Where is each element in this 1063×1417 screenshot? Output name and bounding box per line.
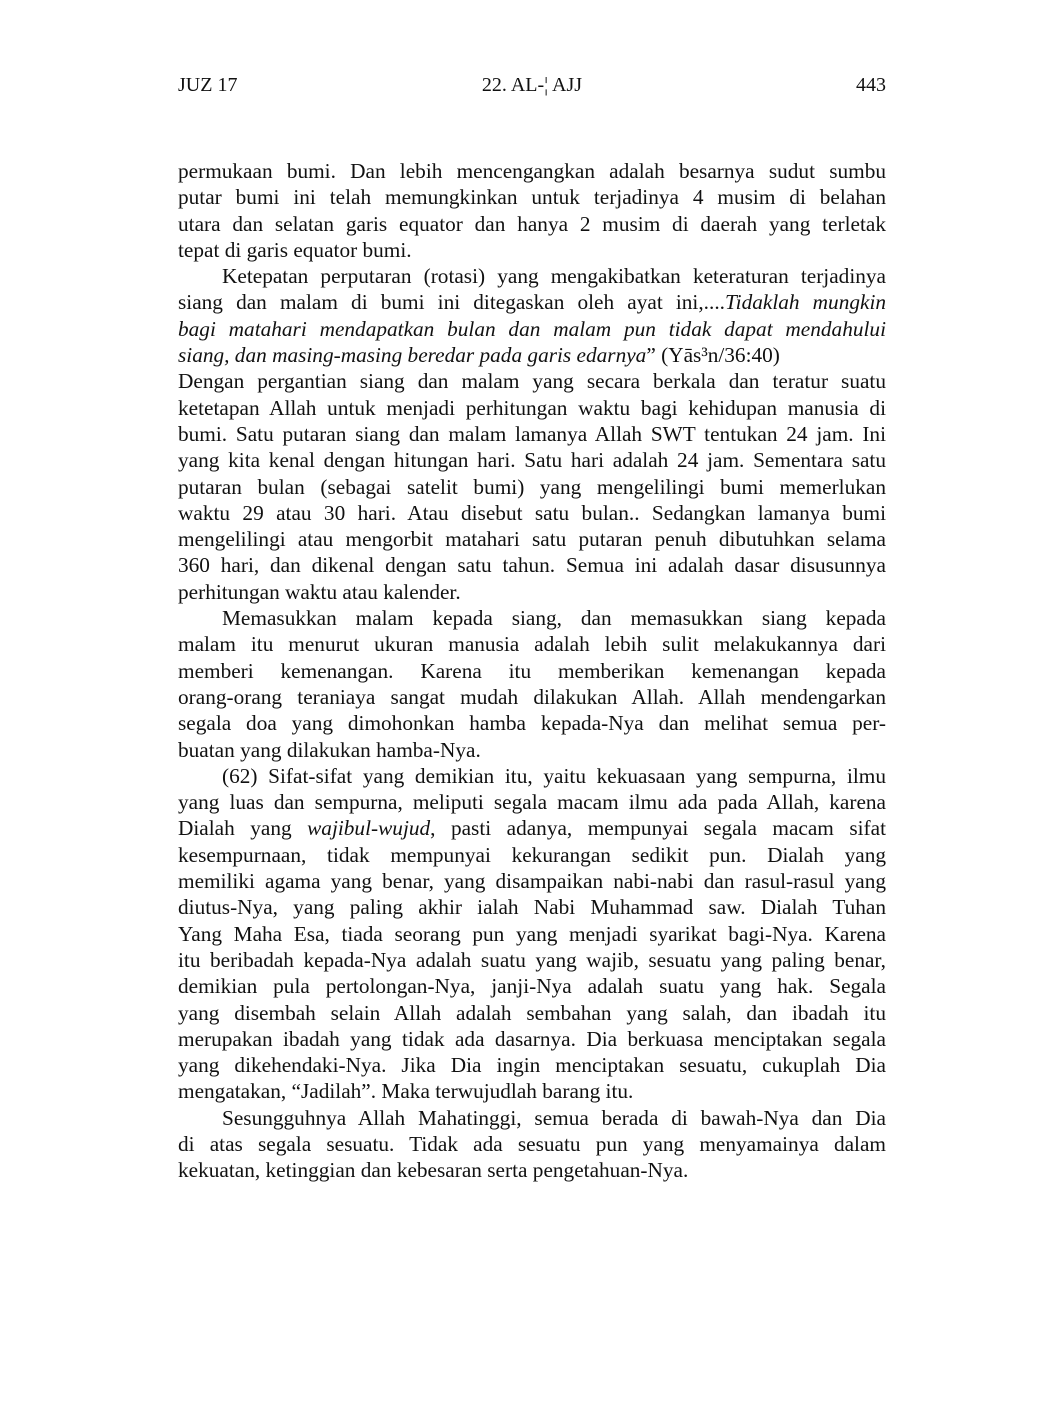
- running-header: [178, 74, 886, 100]
- text-line: [178, 1078, 886, 1104]
- text-segment: yang disembah selain Allah adalah sembahan yang salah, dan ibadah itu: [178, 1000, 886, 1025]
- text-line: [178, 973, 886, 999]
- text-line: [178, 237, 886, 263]
- text-line: [178, 631, 886, 657]
- text-segment: tepat di garis equator bumi.: [178, 237, 412, 262]
- text-segment: kekuatan, ketinggian dan kebesaran serta pengetahuan-Nya.: [178, 1158, 689, 1183]
- text-segment: buatan yang dilakukan hamba-Nya.: [178, 737, 481, 762]
- text-segment: mengatakan, “Jadilah”. Maka terwujudlah barang itu.: [178, 1079, 634, 1104]
- text-line: [178, 658, 886, 684]
- text-segment: itu beribadah kepada-Nya adalah suatu yang wajib, sesuatu yang paling benar,: [178, 947, 886, 972]
- text-line: [178, 605, 886, 631]
- text-line: [178, 1000, 886, 1026]
- text-line: [178, 421, 886, 447]
- text-segment: , pasti adanya, mempunyai segala macam sifat: [430, 816, 886, 841]
- text-segment: yang dikehendaki-Nya. Jika Dia ingin menciptakan sesuatu, cukuplah Dia: [178, 1053, 886, 1078]
- text-line: [178, 789, 886, 815]
- text-line: [178, 684, 886, 710]
- text-line: [178, 1052, 886, 1078]
- text-segment: kesempurnaan, tidak mempunyai kekurangan sedikit pun. Dialah yang: [178, 842, 886, 867]
- italic-text: siang, dan masing-masing beredar pada garis edarnya: [178, 343, 647, 368]
- text-segment: Ketepatan perputaran (rotasi) yang mengakibatkan keteraturan terjadinya: [222, 264, 886, 289]
- text-segment: demikian pula pertolongan-Nya, janji-Nya adalah suatu yang hak. Segala: [178, 974, 886, 999]
- text-line: [178, 552, 886, 578]
- text-line: [178, 184, 886, 210]
- text-line: [178, 263, 886, 289]
- text-segment: di atas segala sesuatu. Tidak ada sesuatu pun yang menyamainya dalam: [178, 1131, 886, 1156]
- text-segment: Yang Maha Esa, tiada seorang pun yang menjadi syarikat bagi-Nya. Karena: [178, 921, 886, 946]
- text-segment: segala doa yang dimohonkan hamba kepada-Nya dan melihat semua per-: [178, 711, 886, 736]
- text-line: [178, 289, 886, 315]
- text-segment: permukaan bumi. Dan lebih mencengangkan adalah besarnya sudut sumbu: [178, 159, 886, 183]
- text-line: [178, 868, 886, 894]
- text-line: [178, 447, 886, 473]
- text-segment: putar bumi ini telah memungkinkan untuk terjadinya 4 musim di belahan: [178, 185, 886, 210]
- text-segment: yang kita kenal dengan hitungan hari. Satu hari adalah 24 jam. Sementara satu: [178, 448, 886, 473]
- paragraph: [178, 1105, 886, 1184]
- text-line: [178, 158, 886, 184]
- text-segment: siang dan malam di bumi ini ditegaskan oleh ayat ini,....: [178, 290, 725, 315]
- text-segment: utara dan selatan garis equator dan hanya 2 musim di daerah yang terletak: [178, 211, 886, 236]
- text-line: [178, 1026, 886, 1052]
- paragraph: [178, 158, 886, 263]
- text-line: [178, 579, 886, 605]
- text-segment: malam itu menurut ukuran manusia adalah lebih sulit melakukannya dari: [178, 632, 886, 657]
- paragraph: [178, 763, 886, 1105]
- text-segment: memberi kemenangan. Karena itu memberikan kemenangan kepada: [178, 658, 886, 683]
- text-line: [178, 947, 886, 973]
- surah-title: 22. AL-¦ AJJ: [481, 74, 583, 96]
- body-text: [178, 158, 886, 1184]
- text-line: [178, 921, 886, 947]
- text-segment: yang luas dan sempurna, meliputi segala macam ilmu ada pada Allah, karena: [178, 790, 886, 815]
- italic-text: Tidaklah mungkin: [724, 290, 887, 315]
- text-line: [178, 842, 886, 868]
- text-line: [178, 368, 886, 394]
- text-line: [178, 500, 886, 526]
- text-segment: waktu 29 atau 30 hari. Atau disebut satu bulan.. Sedangkan lamanya bumi: [178, 500, 886, 525]
- text-line: [178, 1105, 886, 1131]
- italic-text: bagi matahari mendapatkan bulan dan malam pun tidak dapat mendahului: [178, 316, 886, 341]
- text-line: [178, 342, 886, 368]
- text-line: [178, 316, 886, 342]
- text-line: [178, 815, 886, 841]
- text-line: [178, 395, 886, 421]
- text-segment: (62) Sifat-sifat yang demikian itu, yaitu kekuasaan yang sempurna, ilmu: [222, 763, 886, 788]
- text-line: [178, 1131, 886, 1157]
- text-segment: putaran bulan (sebagai satelit bumi) yang mengelilingi bumi memerlukan: [178, 474, 886, 499]
- text-segment: Sesungguhnya Allah Mahatinggi, semua berada di bawah-Nya dan Dia: [222, 1105, 886, 1130]
- paragraph: [178, 368, 886, 605]
- text-segment: memiliki agama yang benar, yang disampaikan nabi-nabi dan rasul-rasul yang: [178, 869, 886, 894]
- text-segment: Memasukkan malam kepada siang, dan memasukkan siang kepada: [222, 606, 886, 631]
- page-number: 443: [856, 74, 886, 96]
- text-line: [178, 763, 886, 789]
- text-segment: mengelilingi atau mengorbit matahari satu putaran penuh dibutuhkan selama: [178, 527, 886, 552]
- text-segment: Dengan pergantian siang dan malam yang secara berkala dan teratur suatu: [178, 369, 886, 394]
- text-segment: merupakan ibadah yang tidak ada dasarnya. Dia berkuasa menciptakan segala: [178, 1026, 886, 1051]
- text-line: [178, 1157, 886, 1183]
- text-line: [178, 737, 886, 763]
- italic-text: wajibul-wujud: [307, 816, 431, 841]
- text-segment: orang-orang teraniaya sangat mudah dilakukan Allah. Allah mendengarkan: [178, 684, 886, 709]
- text-segment: 360 hari, dan dikenal dengan satu tahun. Semua ini adalah dasar disusunnya: [178, 553, 886, 578]
- text-segment: ” (Yās³n/36:40): [646, 343, 780, 368]
- text-segment: bumi. Satu putaran siang dan malam lamanya Allah SWT tentukan 24 jam. Ini: [178, 421, 886, 446]
- text-line: [178, 526, 886, 552]
- text-segment: ketetapan Allah untuk menjadi perhitungan waktu bagi kehidupan manusia di: [178, 395, 886, 420]
- paragraph: [178, 263, 886, 368]
- text-line: [178, 894, 886, 920]
- text-line: [178, 474, 886, 500]
- juz-label: JUZ 17: [178, 74, 238, 96]
- text-segment: diutus-Nya, yang paling akhir ialah Nabi Muhammad saw. Dialah Tuhan: [178, 895, 886, 920]
- text-line: [178, 710, 886, 736]
- text-line: [178, 211, 886, 237]
- text-segment: perhitungan waktu atau kalender.: [178, 579, 461, 604]
- paragraph: [178, 605, 886, 763]
- text-segment: Dialah yang: [178, 816, 308, 841]
